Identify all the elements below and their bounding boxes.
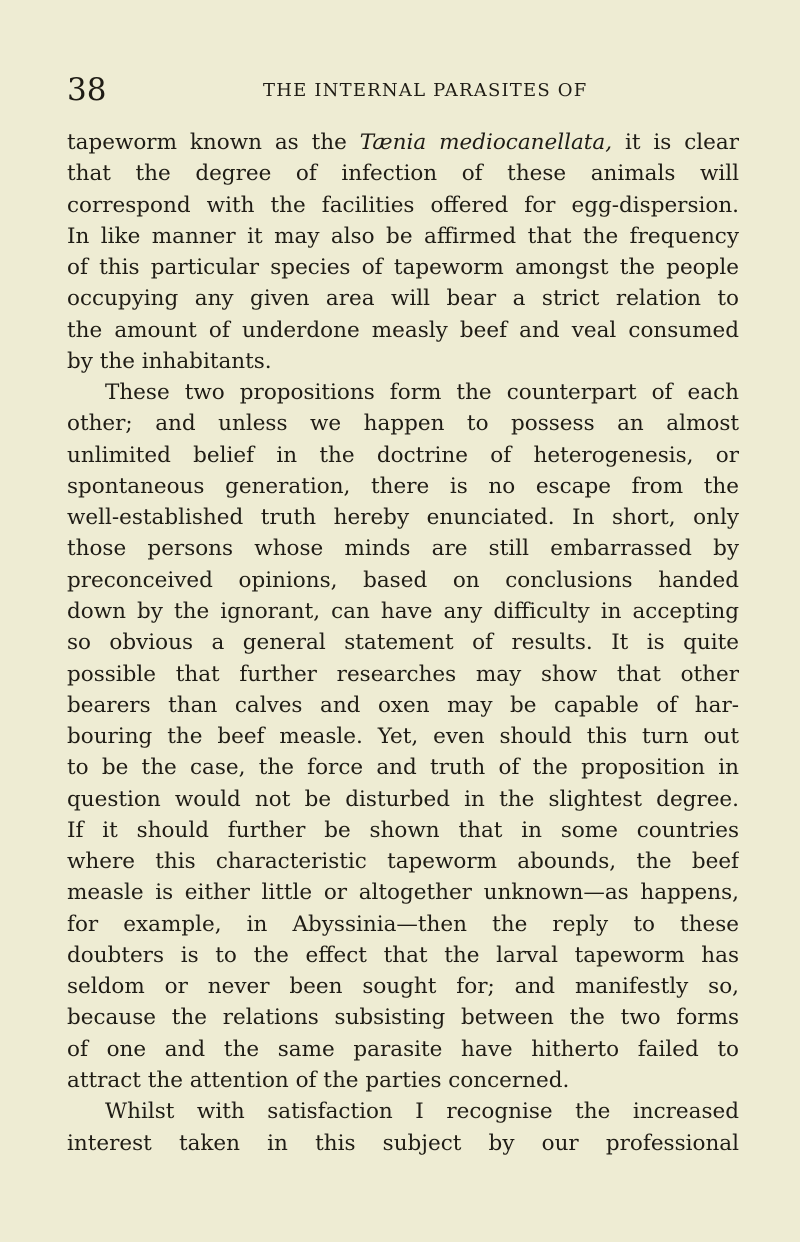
text-line: bearers than calves and oxen may be capable of har- xyxy=(67,692,739,718)
text-line: by the inhabitants. xyxy=(67,348,272,374)
text-line: spontaneous generation, there is no escape from the xyxy=(67,473,739,499)
text-line: preconceived opinions, based on conclusions handed xyxy=(67,567,739,593)
text-line: the amount of underdone measly beef and veal consumed xyxy=(67,317,739,343)
text-run: it is clear xyxy=(612,130,739,155)
text-line: of this particular species of tapeworm amongst the people xyxy=(67,255,739,281)
text-line: doubters is to the effect that the larval tapeworm has xyxy=(67,942,739,968)
text-line: so obvious a general statement of results. It is quite xyxy=(67,630,739,656)
text-line: question would not be disturbed in the slightest degree. xyxy=(67,786,739,812)
text-line: unlimited belief in the doctrine of heterogenesis, or xyxy=(67,442,739,468)
text-line: attract the attention of the parties concerned. xyxy=(67,1067,570,1093)
text-line: In like manner it may also be affirmed that the frequency xyxy=(67,223,739,249)
text-line: Whilst with satisfaction I recognise the increased xyxy=(105,1099,739,1125)
text-line: of one and the same parasite have hitherto failed to xyxy=(67,1036,739,1062)
text-run: tapeworm known as the xyxy=(67,130,360,155)
text-line: measle is either little or altogether unknown—as happens, xyxy=(67,880,739,906)
text-line: If it should further be shown that in some countries xyxy=(67,817,739,843)
page-number: 38 xyxy=(67,72,107,108)
text-line: down by the ignorant, can have any difficulty in accepting xyxy=(67,598,739,624)
text-line: well-established truth hereby enunciated. In short, only xyxy=(67,505,739,531)
text-line: possible that further researches may show that other xyxy=(67,661,739,687)
text-line: seldom or never been sought for; and manifestly so, xyxy=(67,974,739,1000)
species-name: Tænia mediocanellata, xyxy=(359,130,613,155)
text-line: where this characteristic tapeworm abounds, the beef xyxy=(67,849,739,875)
text-line: because the relations subsisting between the two forms xyxy=(67,1005,739,1031)
text-line: for example, in Abyssinia—then the reply to these xyxy=(67,911,739,937)
text-line: interest taken in this subject by our professional xyxy=(67,1130,739,1156)
body-text xyxy=(67,127,739,1159)
page-header xyxy=(67,70,739,110)
text-line: that the degree of infection of these animals will xyxy=(67,161,739,187)
running-title: THE INTERNAL PARASITES OF xyxy=(263,80,588,101)
text-line: to be the case, the force and truth of the proposition in xyxy=(67,755,739,781)
text-line: bouring the beef measle. Yet, even should this turn out xyxy=(67,724,739,750)
text-line: other; and unless we happen to possess an almost xyxy=(67,411,739,437)
text-line: those persons whose minds are still embarrassed by xyxy=(67,536,739,562)
text-line: occupying any given area will bear a strict relation to xyxy=(67,286,739,312)
text-line xyxy=(67,127,739,158)
text-line: correspond with the facilities offered for egg-dispersion. xyxy=(67,192,739,218)
text-line: These two propositions form the counterpart of each xyxy=(105,380,739,406)
